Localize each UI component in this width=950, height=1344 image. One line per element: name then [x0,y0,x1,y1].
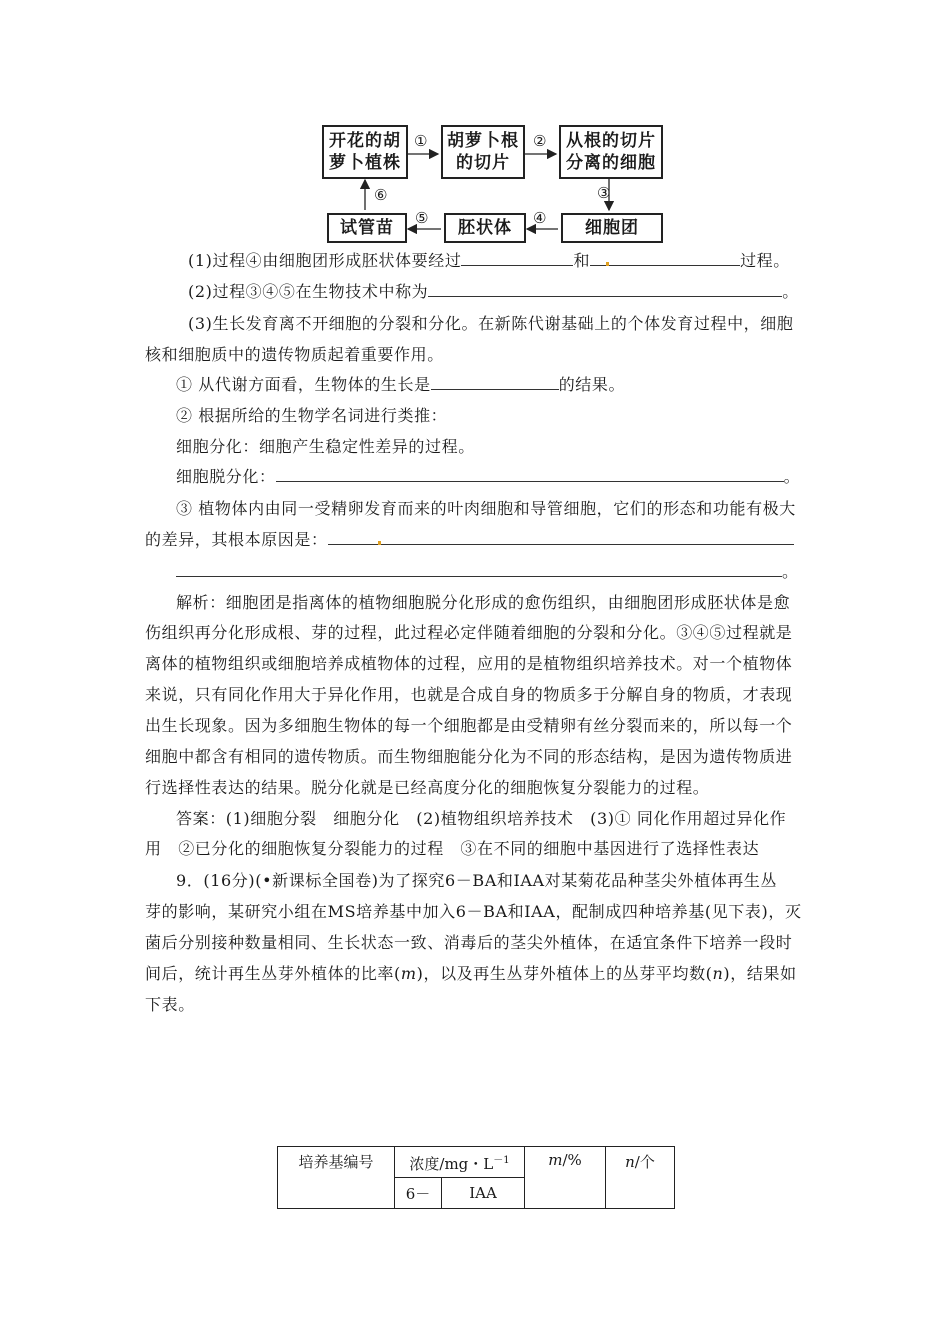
q9-l4c: )，结果如 [723,964,797,983]
answer-blank[interactable] [461,250,573,266]
q1-mid: 和 [573,251,591,270]
box-text: 分离的细胞 [566,153,656,173]
header-n [606,1147,675,1209]
box-text: 胚状体 [458,218,512,238]
subheader-iaa-text: IAA [469,1184,497,1202]
q9-var-m: m [400,964,417,983]
question-3b-definition: 细胞分化：细胞产生稳定性差异的过程。 [176,437,475,456]
q3a-suffix: 的结果。 [558,375,626,394]
question-3a [176,374,625,396]
box-text: 萝卜植株 [329,153,401,173]
step-label-6: ⑥ [374,186,388,204]
analysis-line-1: 解析：细胞团是指离体的植物细胞脱分化形成的愈伤组织，由细胞团形成胚状体是愈 [176,593,791,612]
q9-line-5: 下表。 [145,995,195,1014]
analysis-line-6: 细胞中都含有相同的遗传物质。而生物细胞能分化为不同的形态结构，是因为遗传物质进 [145,747,793,766]
question-3-line-1: (3)生长发育离不开细胞的分裂和分化。在新陈代谢基础上的个体发育过程中，细胞 [188,314,794,333]
subheader-iaa [442,1178,525,1209]
box-text: 的切片 [456,153,510,173]
header-concentration [395,1147,525,1178]
q1-prefix: (1)过程④由细胞团形成胚状体要经过 [188,251,462,270]
header-concentration-text: 浓度/mg・L [409,1154,494,1173]
answer-blank[interactable] [431,374,559,390]
header-medium-id [278,1147,395,1209]
q9-line-2: 芽的影响，某研究小组在MS培养基中加入6－BA和IAA，配制成四种培养基(见下表)，灭 [145,902,802,921]
q9-line-1 [176,870,777,892]
q9-number: 9．(16分)( [176,871,263,890]
q9-text-a: )为了探究6－BA和IAA对某菊花品 [371,871,628,890]
q9-text-b: 种茎尖外植体再生丛 [627,871,778,890]
q3c-prefix: 的差异，其根本原因是： [145,530,328,549]
q9-var-n: n [712,964,724,983]
q9-l4a: 间后，统计再生丛芽外植体的比率( [145,964,401,983]
q9-line-3: 菌后分别接种数量相同、生长状态一致、消毒后的茎尖外植体，在适宜条件下培养一段时 [145,933,793,952]
culture-medium-table [277,1146,675,1209]
question-3c-line-3 [176,561,799,583]
question-2 [188,281,799,303]
header-m-unit: /% [562,1151,582,1169]
q2-prefix: (2)过程③④⑤在生物技术中称为 [188,282,429,301]
q9-source: •新课标全国卷 [262,871,372,890]
analysis-line-4: 来说，只有同化作用大于异化作用，也就是合成自身的物质多于分解自身的物质，才表现 [145,685,793,704]
answer-line-1: 答案：(1)细胞分裂 细胞分化 (2)植物组织培养技术 (3)① 同化作用超过异化作 [176,809,787,828]
header-n-var: n [625,1153,635,1171]
header-m [525,1147,606,1209]
question-3c-line-1: ③ 植物体内由同一受精卵发育而来的叶肉细胞和导管细胞，它们的形态和功能有极大 [176,499,796,518]
q9-l4b: )，以及再生丛芽外植体上的丛芽平均数( [416,964,713,983]
box-text: 细胞团 [585,218,639,238]
q2-suffix: 。 [782,282,799,301]
answer-blank[interactable] [428,281,782,297]
step-label-1: ① [414,132,428,150]
analysis-line-5: 出生长现象。因为多细胞生物体的每一个细胞都是由受精卵有丝分裂而来的，所以每一个 [145,716,793,735]
answer-blank[interactable] [176,561,782,577]
box-text: 试管苗 [340,218,394,238]
step-label-2: ② [533,132,547,150]
header-m-var: m [548,1151,563,1169]
flow-arrows [0,0,950,260]
box-text: 从根的切片 [566,131,656,151]
analysis-line-2: 伤组织再分化形成根、芽的过程，此过程必定伴随着细胞的分裂和分化。③④⑤过程就是 [145,623,793,642]
analysis-line-3: 离体的植物组织或细胞培养成植物体的过程，应用的是植物组织培养技术。对一个植物体 [145,654,793,673]
q3b-prefix: 细胞脱分化： [176,467,276,486]
box-text: 胡萝卜根 [447,131,519,151]
header-medium-id-text: 培养基编号 [298,1153,374,1171]
answer-blank[interactable] [590,250,740,266]
subheader-6ba-text: 6－ [405,1184,431,1203]
q3b-suffix: 。 [783,467,801,486]
q3a-prefix: ① 从代谢方面看，生物体的生长是 [176,375,431,394]
q1-suffix: 过程。 [740,251,790,270]
subheader-6ba [395,1178,442,1209]
q3c-end: 。 [782,562,799,581]
question-3c-line-2 [145,529,794,551]
header-concentration-sup: －1 [493,1154,510,1166]
step-label-4: ④ [533,209,547,227]
question-3-line-2: 核和细胞质中的遗传物质起着重要作用。 [145,345,444,364]
answer-blank[interactable] [328,529,794,545]
question-3b-dedifferentiation [176,466,800,488]
step-label-5: ⑤ [415,209,429,227]
step-label-3: ③ [597,184,611,202]
answer-line-2: 用 ②已分化的细胞恢复分裂能力的过程 ③在不同的细胞中基因进行了选择性表达 [145,839,760,858]
question-1 [188,250,790,272]
header-n-unit: /个 [634,1153,655,1171]
analysis-line-7: 行选择性表达的结果。脱分化就是已经高度分化的细胞恢复分裂能力的过程。 [145,778,710,797]
answer-blank[interactable] [276,466,784,482]
box-text: 开花的胡 [329,131,401,151]
question-3b: ② 根据所给的生物学名词进行类推： [176,406,448,425]
q9-line-4 [145,963,797,985]
